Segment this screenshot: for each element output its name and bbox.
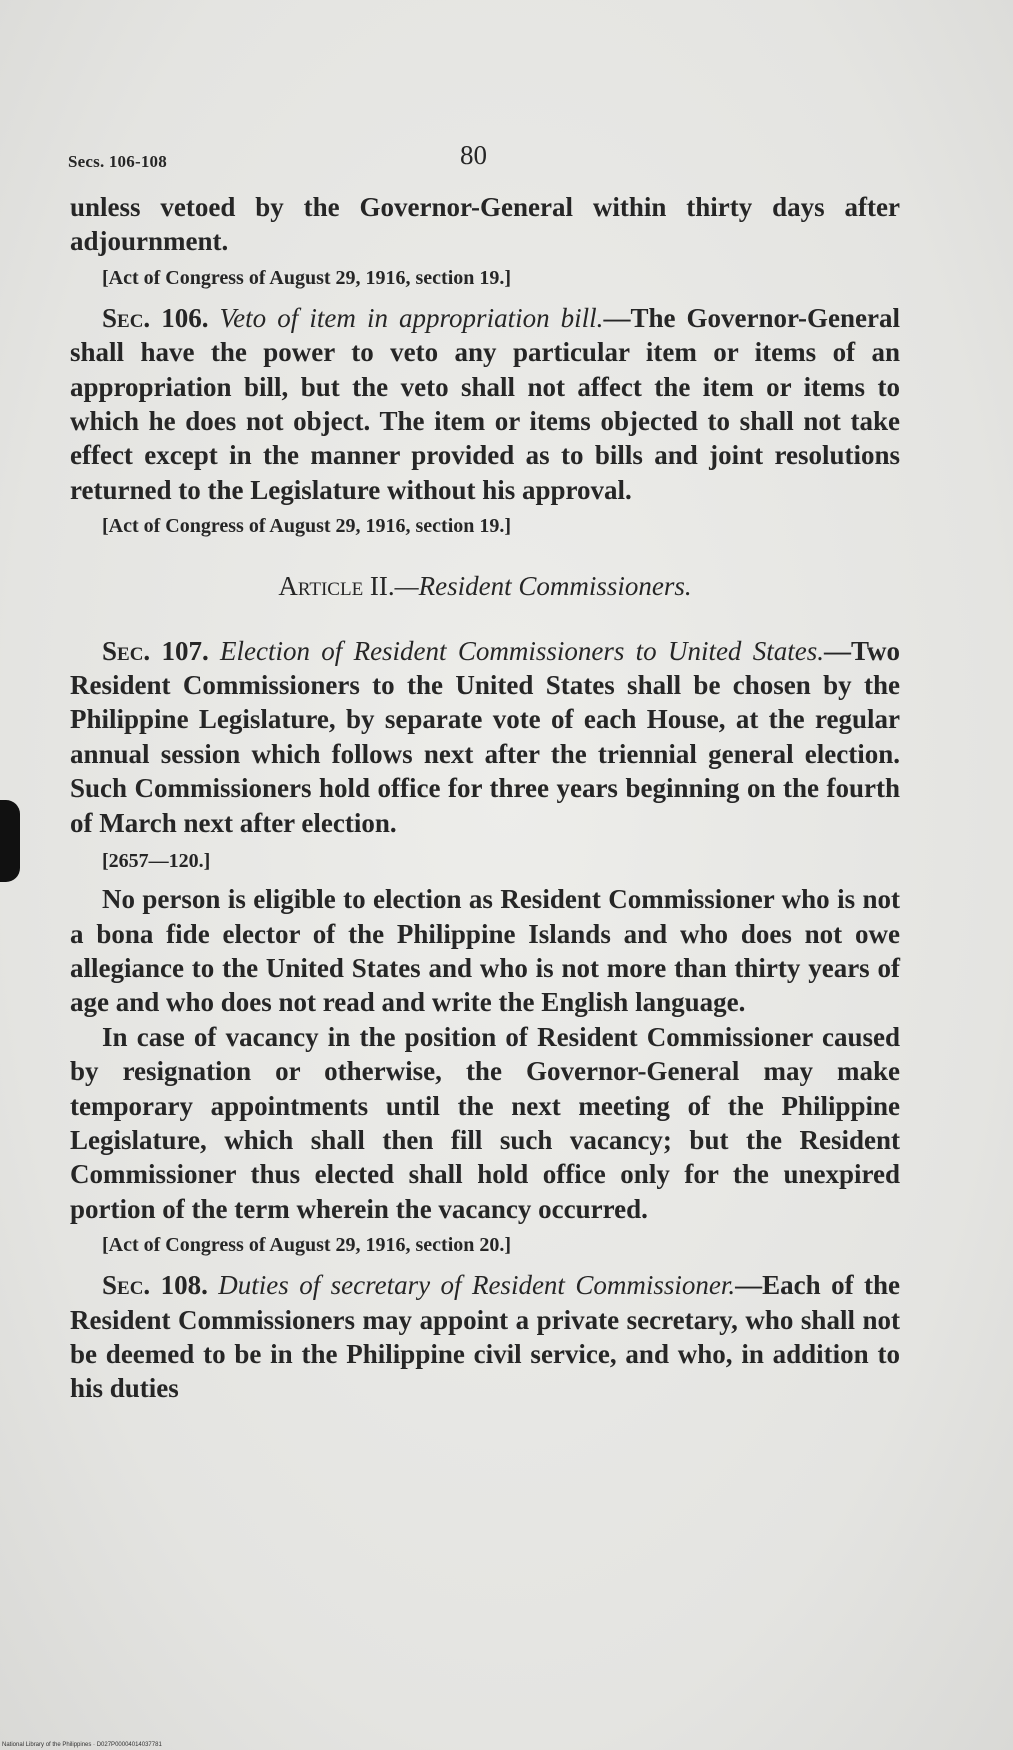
section-text: —The Governor-General shall have the power to veto any particular item or items of an appropriation bill, but the veto shall not affect the item or items to which he does not object. The item or items objected to shall not take effect except in the manner provided as to bills and joint resolutions returned to the Legislature without his approval. <box>70 302 900 505</box>
paragraph-vacancy: In case of vacancy in the position of Resident Commissioner caused by resignation or otherwise, the Governor-General may make temporary appointments until the next meeting of the Philippine Legislature, which shall then fill such vacancy; but the Resident Commissioner thus elected shall hold office only for the unexpired portion of the term wherein the vacancy occurred. <box>70 1021 900 1224</box>
section-title: Election of Resident Commissioners to United States. <box>220 635 824 666</box>
binding-mark <box>0 800 20 882</box>
section-106 <box>70 301 900 507</box>
text-body <box>70 190 900 1406</box>
article-title: —Resident Commissioners. <box>394 571 692 602</box>
paragraph-continuation: unless vetoed by the Governor-General within thirty days after adjournment. <box>70 192 900 257</box>
section-title: Veto of item in appropriation bill. <box>219 302 604 333</box>
footer-credit: National Library of the Philippines · D027P00004014037781 <box>2 1742 162 1748</box>
section-108 <box>70 1268 900 1406</box>
paragraph-eligibility: No person is eligible to election as Resident Commissioner who is not a bona fide elector of the Philippine Islands and who does not owe allegiance to the United States and who is not more than thirty years of age and who does not read and write the English language. <box>70 884 900 1018</box>
reference: [2657—120.] <box>102 850 211 873</box>
section-title: Duties of secretary of Resident Commissioner. <box>218 1270 736 1301</box>
section-107 <box>70 634 900 840</box>
section-label: Sec. 108. <box>102 1270 208 1301</box>
page-number: 80 <box>460 140 487 170</box>
section-text: —Two Resident Commissioners to the United States shall be chosen by the Philippine Legislature, by separate vote of each House, at the regular annual session which follows next after the triennial general election. Such Commissioners hold office for three years beginning on the fourth of March next after election. <box>70 635 900 838</box>
article-heading <box>70 569 900 603</box>
section-range: Secs. 106-108 <box>68 152 167 171</box>
section-label: Sec. 107. <box>102 635 209 666</box>
citation: [Act of Congress of August 29, 1916, section 19.] <box>102 515 512 538</box>
section-label: Sec. 106. <box>102 302 209 333</box>
article-label: Article II. <box>278 571 395 602</box>
citation: [Act of Congress of August 29, 1916, section 19.] <box>102 266 512 289</box>
page-header <box>68 140 908 180</box>
citation: [Act of Congress of August 29, 1916, section 20.] <box>102 1234 512 1257</box>
section-text: —Each of the Resident Commissioners may appoint a private secretary, who shall not be deemed to be in the Philippine civil service, and who, in addition to his duties <box>70 1270 900 1404</box>
